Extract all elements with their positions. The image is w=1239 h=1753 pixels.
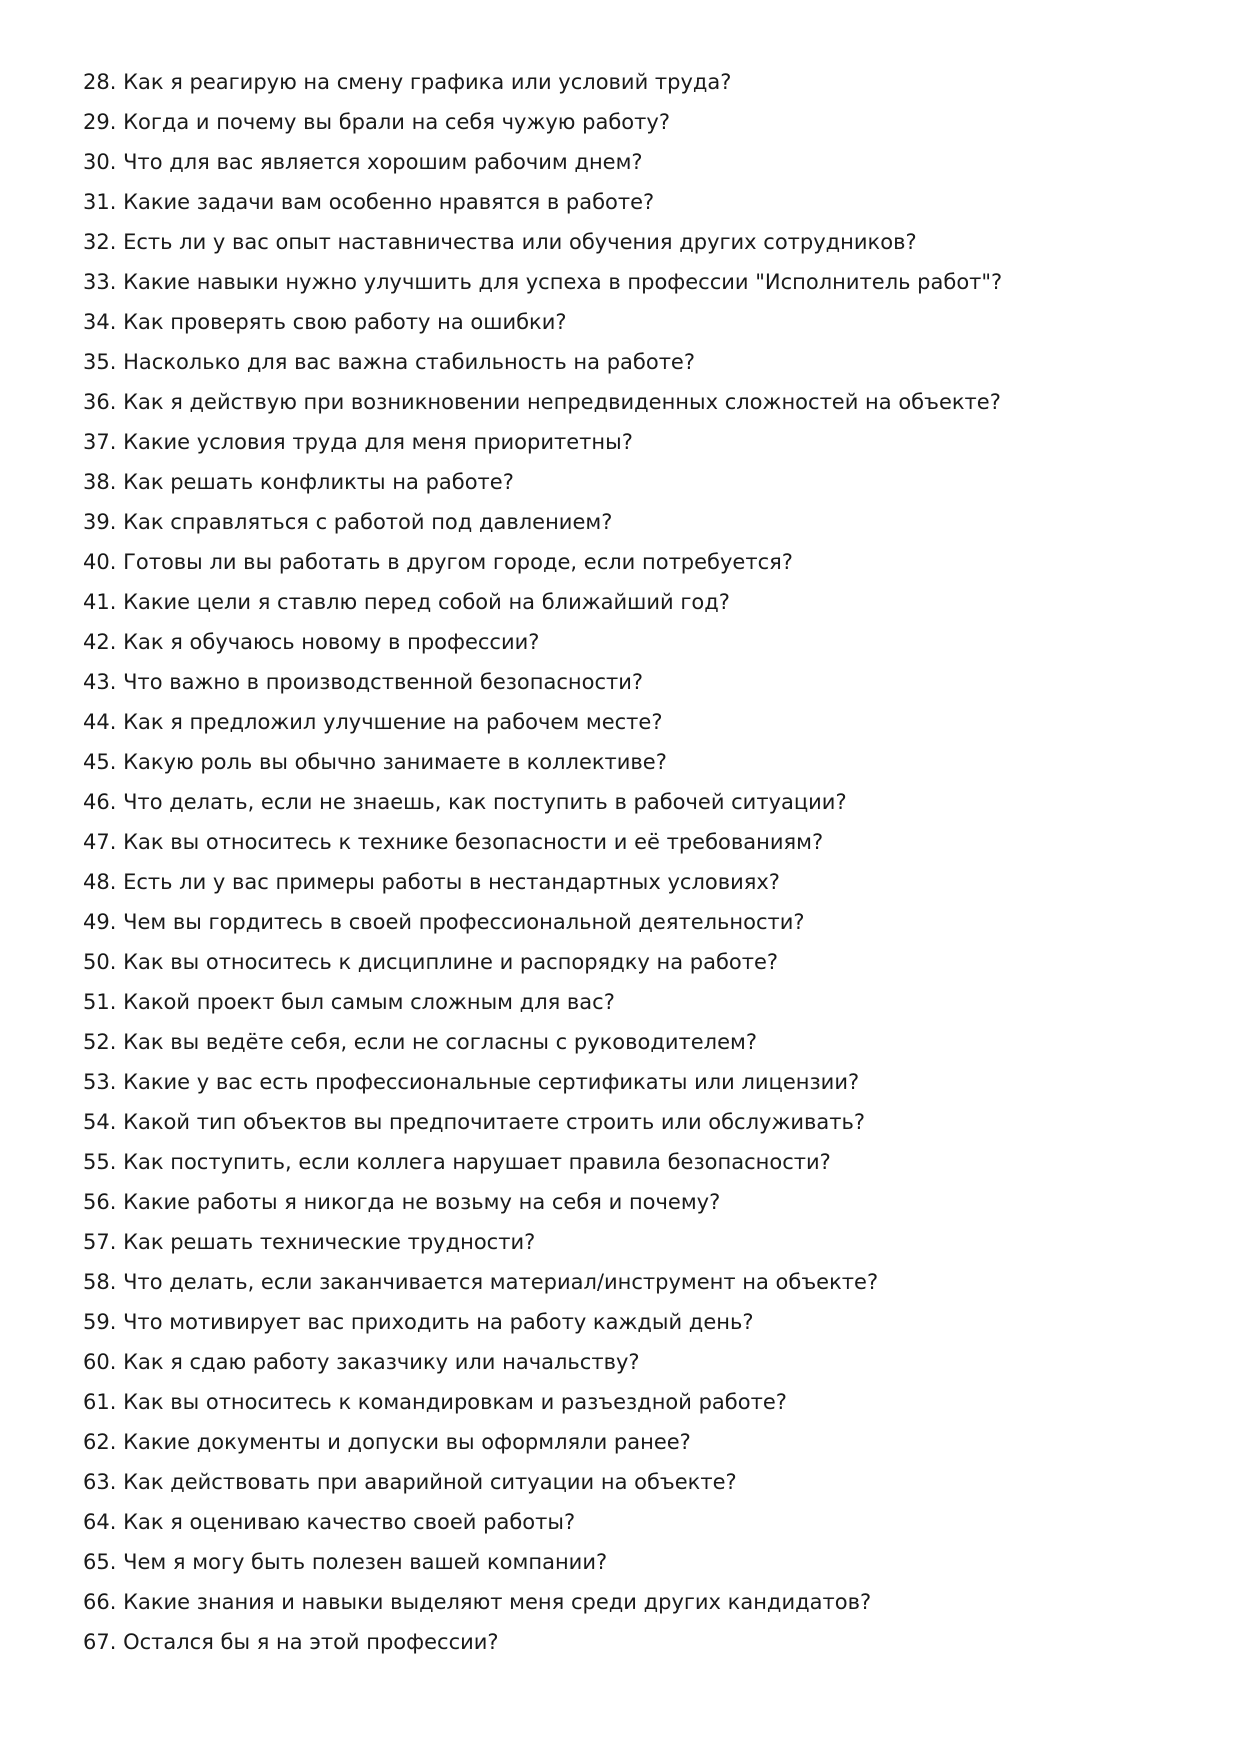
- question-item: 37. Какие условия труда для меня приоритетны?: [83, 430, 633, 454]
- question-item: 64. Как я оцениваю качество своей работы?: [83, 1510, 576, 1534]
- question-item: 38. Как решать конфликты на работе?: [83, 470, 514, 494]
- question-item: 52. Как вы ведёте себя, если не согласны с руководителем?: [83, 1030, 757, 1054]
- question-item: 46. Что делать, если не знаешь, как поступить в рабочей ситуации?: [83, 790, 847, 814]
- question-item: 49. Чем вы гордитесь в своей профессиональной деятельности?: [83, 910, 805, 934]
- question-item: 57. Как решать технические трудности?: [83, 1230, 536, 1254]
- question-item: 55. Как поступить, если коллега нарушает правила безопасности?: [83, 1150, 831, 1174]
- question-item: 44. Как я предложил улучшение на рабочем месте?: [83, 710, 663, 734]
- question-item: 29. Когда и почему вы брали на себя чужую работу?: [83, 110, 670, 134]
- question-item: 66. Какие знания и навыки выделяют меня среди других кандидатов?: [83, 1590, 872, 1614]
- question-item: 59. Что мотивирует вас приходить на работу каждый день?: [83, 1310, 754, 1334]
- question-item: 47. Как вы относитесь к технике безопасности и её требованиям?: [83, 830, 824, 854]
- question-item: 51. Какой проект был самым сложным для вас?: [83, 990, 615, 1014]
- question-item: 58. Что делать, если заканчивается материал/инструмент на объекте?: [83, 1270, 879, 1294]
- question-item: 45. Какую роль вы обычно занимаете в коллективе?: [83, 750, 667, 774]
- question-list: [83, 62, 1183, 1662]
- question-item: 28. Как я реагирую на смену графика или условий труда?: [83, 70, 732, 94]
- question-item: 33. Какие навыки нужно улучшить для успеха в профессии "Исполнитель работ"?: [83, 270, 1003, 294]
- question-item: 40. Готовы ли вы работать в другом городе, если потребуется?: [83, 550, 793, 574]
- question-item: 56. Какие работы я никогда не возьму на себя и почему?: [83, 1190, 721, 1214]
- question-item: 43. Что важно в производственной безопасности?: [83, 670, 644, 694]
- question-item: 31. Какие задачи вам особенно нравятся в работе?: [83, 190, 655, 214]
- question-item: 65. Чем я могу быть полезен вашей компании?: [83, 1550, 608, 1574]
- question-item: 60. Как я сдаю работу заказчику или начальству?: [83, 1350, 640, 1374]
- question-item: 53. Какие у вас есть профессиональные сертификаты или лицензии?: [83, 1070, 860, 1094]
- question-item: 36. Как я действую при возникновении непредвиденных сложностей на объекте?: [83, 390, 1001, 414]
- question-item: 35. Насколько для вас важна стабильность на работе?: [83, 350, 695, 374]
- question-item: 63. Как действовать при аварийной ситуации на объекте?: [83, 1470, 737, 1494]
- question-item: 54. Какой тип объектов вы предпочитаете строить или обслуживать?: [83, 1110, 866, 1134]
- question-item: 30. Что для вас является хорошим рабочим днем?: [83, 150, 643, 174]
- question-item: 39. Как справляться с работой под давлением?: [83, 510, 613, 534]
- question-item: 48. Есть ли у вас примеры работы в нестандартных условиях?: [83, 870, 780, 894]
- question-item: 50. Как вы относитесь к дисциплине и распорядку на работе?: [83, 950, 779, 974]
- question-item: 61. Как вы относитесь к командировкам и разъездной работе?: [83, 1390, 787, 1414]
- question-item: 67. Остался бы я на этой профессии?: [83, 1630, 499, 1654]
- question-item: 41. Какие цели я ставлю перед собой на ближайший год?: [83, 590, 730, 614]
- question-item: 62. Какие документы и допуски вы оформляли ранее?: [83, 1430, 691, 1454]
- question-item: 32. Есть ли у вас опыт наставничества или обучения других сотрудников?: [83, 230, 917, 254]
- question-item: 42. Как я обучаюсь новому в профессии?: [83, 630, 540, 654]
- question-item: 34. Как проверять свою работу на ошибки?: [83, 310, 567, 334]
